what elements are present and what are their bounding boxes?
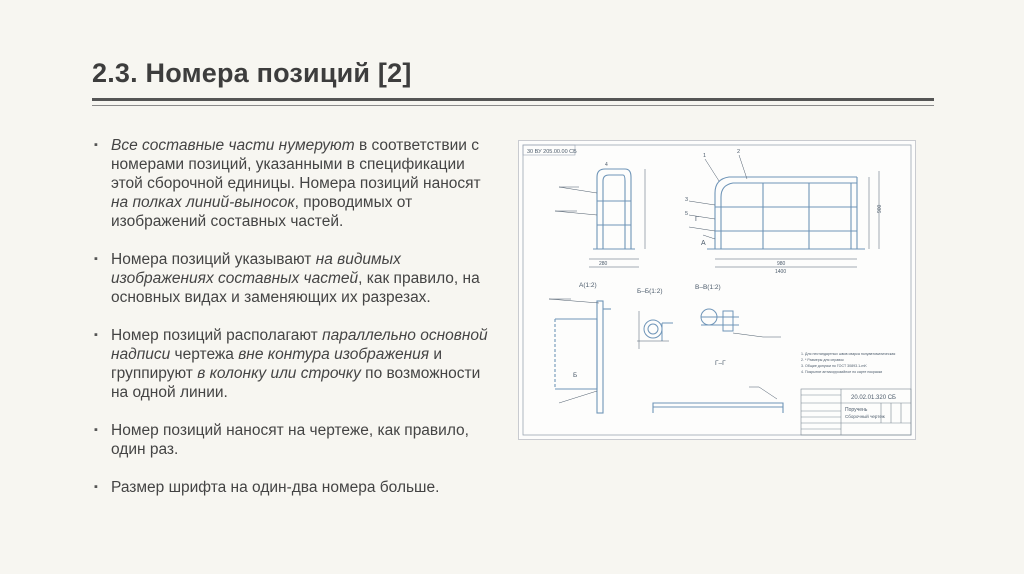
bullet-text: по возможности на одной линии. [111,365,481,401]
bullet-marker-icon: ▪ [94,329,98,341]
pos-label-1: 1 [703,153,707,159]
bullet-item [94,478,494,497]
svg-text:2. * Размеры для справок: 2. * Размеры для справок [801,358,844,362]
railing-side-view [593,169,635,249]
pos-label-5: 5 [685,211,689,217]
view-a-title: А(1:2) [579,282,597,289]
bullet-item [94,250,494,307]
bullet-item [94,421,494,459]
bullet-emphasis: на видимых изображениях составных частей [111,251,401,287]
svg-text:3. Общие допуски по ГОСТ 30893: 3. Общие допуски по ГОСТ 30893.1-mK [801,364,867,368]
view-bb-detail [644,320,673,341]
stamp-text: 30 ВУ 205.00.00 СБ [527,149,577,155]
pos-label-4: 4 [605,162,608,168]
bullet-text: Номер позиций располагают [111,327,323,344]
bullet-text: чертежа [170,346,239,363]
title-rule-thick [92,98,934,101]
title-block-name: Поручень [845,407,868,413]
bullet-marker-icon: ▪ [94,139,98,151]
bullet-emphasis: вне контура изображения [238,346,430,363]
bullet-text: , как правило, на основных видах и заменяющих их разрезах. [111,270,480,306]
bullet-text: , проводимых от изображений составных частей. [111,194,413,230]
title-block-code: 20.02.01.320 СБ [851,395,896,401]
view-gg-title: Г–Г [715,360,726,367]
bullet-list [94,136,494,516]
railing-front-view [707,177,865,249]
bullet-item [94,326,494,402]
dim-900: 900 [877,204,883,213]
view-gg-detail [653,403,783,413]
dim-1400: 1400 [775,269,787,275]
bullet-marker-icon: ▪ [94,424,98,436]
bullet-text: и группируют [111,346,443,382]
dim-280: 280 [599,261,608,267]
title-rule-thin [92,105,934,106]
pos-label-2: 2 [737,149,741,155]
bullet-text: Номер позиций наносят на чертеже, как правило, один раз. [111,422,469,458]
bullet-item [94,136,494,231]
bullet-emphasis: параллельно основной надписи [111,327,488,363]
pos-label-3: 3 [685,197,689,203]
bullet-text: Размер шрифта на один-два номера больше. [111,479,440,496]
technical-notes [801,352,895,374]
bullet-text: Номера позиций указывают [111,251,316,268]
view-a-detail [555,301,611,413]
bullet-emphasis: Все составные части нумеруют [111,137,355,154]
bullet-marker-icon: ▪ [94,481,98,493]
section-mark-g: Г [695,216,699,223]
view-bb-title: Б–Б(1:2) [637,288,663,295]
section-mark-b: Б [573,372,578,379]
view-vv-title: В–В(1:2) [695,284,721,291]
bullet-marker-icon: ▪ [94,253,98,265]
drawing-canvas [519,141,915,439]
section-mark-a: А [701,240,706,247]
dim-980: 980 [777,261,786,267]
assembly-drawing [518,140,916,440]
view-vv-detail [701,309,739,331]
slide-title: 2.3. Номера позиций [2] [92,58,412,88]
bullet-emphasis: на полках линий-выносок [111,194,295,211]
svg-text:4. Покрытие антикоррозийное по: 4. Покрытие антикоррозийное по карте покраски [801,370,883,374]
svg-text:1. Для нестандартных швов свар: 1. Для нестандартных швов сварка полуавтоматическая [801,352,896,356]
bullet-emphasis: в колонку или строчку [197,365,361,382]
title-block-sub: Сборочный чертеж [845,414,885,419]
bullet-text: в соответствии с номерами позиций, указанными в спецификации этой сборочной единицы. Номера позиций наносят [111,137,481,192]
